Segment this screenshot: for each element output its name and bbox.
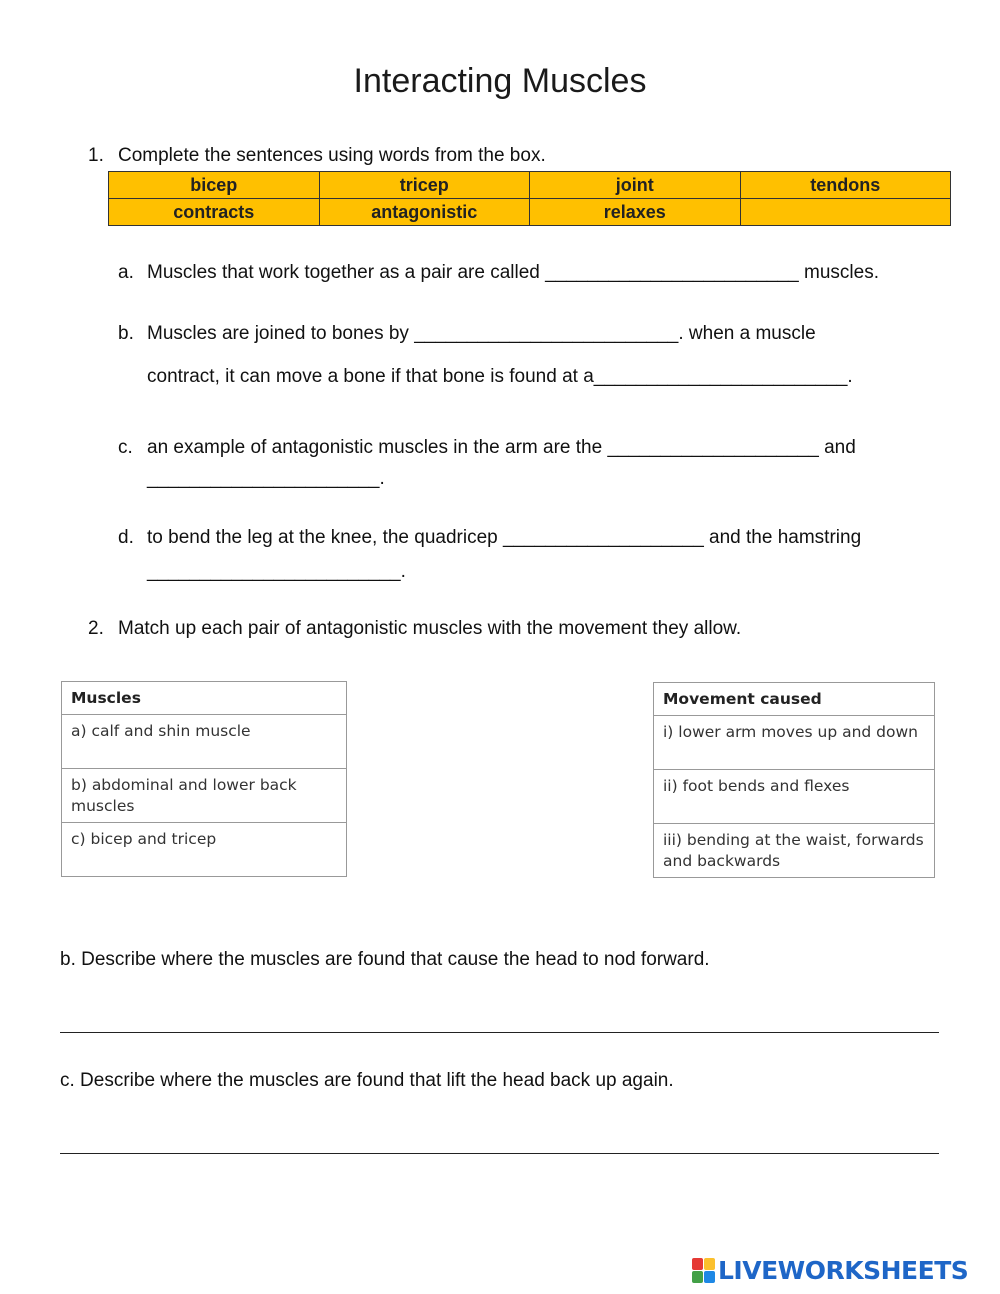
muscles-table-header: Muscles — [62, 682, 347, 715]
movement-table-header: Movement caused — [654, 683, 935, 716]
item-letter: d. — [118, 527, 134, 548]
word-box-cell: tendons — [740, 172, 951, 199]
question-1d[interactable] — [118, 527, 861, 549]
question-b: b. Describe where the muscles are found that cause the head to nod forward. — [60, 949, 710, 970]
muscle-option[interactable]: b) abdominal and lower back muscles — [62, 769, 347, 823]
item-letter: c. — [118, 437, 133, 458]
item-line: to bend the leg at the knee, the quadricep ___________________ and the hamstring — [147, 527, 862, 548]
word-box-cell: relaxes — [530, 199, 741, 226]
word-box-row — [109, 199, 951, 226]
item-letter: b. — [118, 323, 134, 344]
logo-square — [704, 1258, 715, 1270]
question-1 — [88, 145, 546, 167]
question-1c-line-2[interactable]: ______________________. — [147, 468, 385, 489]
question-1c[interactable] — [118, 437, 856, 459]
liveworksheets-logo-text: LIVEWORKSHEETS — [718, 1255, 969, 1285]
muscles-table — [61, 681, 347, 877]
answer-line-c[interactable] — [60, 1153, 939, 1154]
question-1d-line-2[interactable]: ________________________. — [147, 561, 406, 582]
question-1-text: Complete the sentences using words from the box. — [118, 145, 546, 166]
word-box-row — [109, 172, 951, 199]
movement-table — [653, 682, 935, 878]
liveworksheets-logo — [692, 1254, 988, 1286]
question-2 — [88, 618, 741, 640]
movement-option[interactable]: i) lower arm moves up and down — [654, 716, 935, 770]
logo-square — [692, 1258, 703, 1270]
question-2-text: Match up each pair of antagonistic muscles with the movement they allow. — [118, 618, 742, 639]
liveworksheets-logo-icon — [692, 1258, 714, 1282]
word-box-cell — [740, 199, 951, 226]
movement-option[interactable]: ii) foot bends and flexes — [654, 770, 935, 824]
question-1b-line-2[interactable]: contract, it can move a bone if that bone is found at a________________________. — [147, 366, 853, 387]
question-1-number: 1. — [88, 145, 104, 166]
logo-square — [692, 1271, 703, 1283]
question-1b[interactable] — [118, 323, 816, 345]
movement-option[interactable]: iii) bending at the waist, forwards and backwards — [654, 824, 935, 878]
word-box-cell: joint — [530, 172, 741, 199]
page-title: Interacting Muscles — [353, 62, 647, 100]
word-box-cell: antagonistic — [319, 199, 530, 226]
word-box-cell: contracts — [109, 199, 320, 226]
item-line: Muscles that work together as a pair are called ________________________ muscles. — [147, 262, 879, 283]
muscle-option[interactable]: a) calf and shin muscle — [62, 715, 347, 769]
item-letter: a. — [118, 262, 134, 283]
word-box-cell: bicep — [109, 172, 320, 199]
logo-square — [704, 1271, 715, 1283]
question-2-number: 2. — [88, 618, 104, 639]
question-1a[interactable] — [118, 262, 879, 284]
muscle-option[interactable]: c) bicep and tricep — [62, 823, 347, 877]
word-box — [108, 171, 951, 226]
word-box-cell: tricep — [319, 172, 530, 199]
answer-line-b[interactable] — [60, 1032, 939, 1033]
question-c: c. Describe where the muscles are found that lift the head back up again. — [60, 1070, 674, 1091]
item-line: Muscles are joined to bones by _________________________. when a muscle — [147, 323, 816, 344]
item-line: an example of antagonistic muscles in the arm are the ____________________ and — [147, 437, 856, 458]
